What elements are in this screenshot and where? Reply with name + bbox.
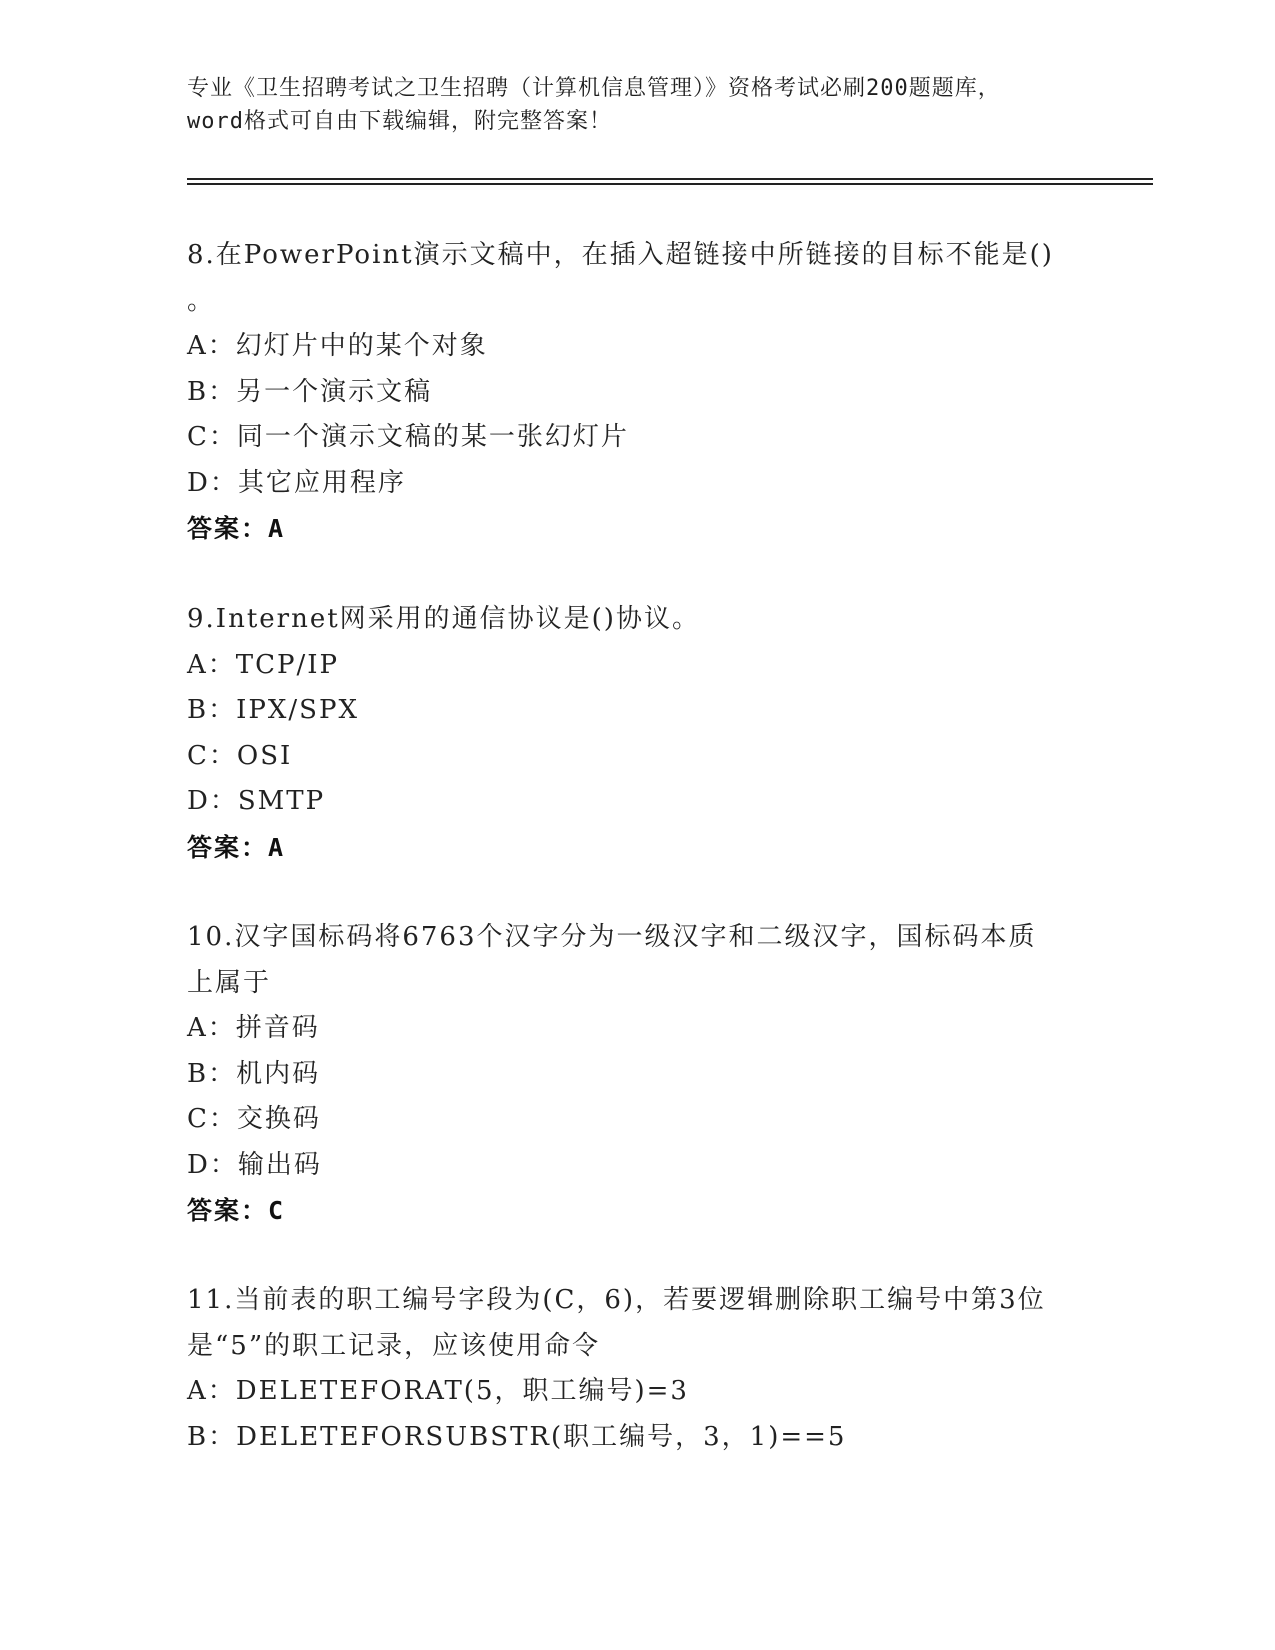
option-c: C：同一个演示文稿的某一张幻灯片 <box>187 422 629 452</box>
answer-line: 答案：A <box>187 832 286 862</box>
question-10 <box>187 915 1087 1234</box>
answer-line: 答案：C <box>187 1196 286 1225</box>
question-stem: 11.当前表的职工编号字段为(C，6)，若要逻辑删除职工编号中第3位 <box>187 1285 1046 1315</box>
question-8 <box>187 233 1087 552</box>
question-stem-continued: 。 <box>187 285 216 316</box>
answer-line: 答案：A <box>187 514 286 543</box>
question-9 <box>187 597 1087 870</box>
option-d: D：输出码 <box>187 1149 322 1180</box>
option-a: A：幻灯片中的某个对象 <box>187 331 488 361</box>
option-a: A：TCP/IP <box>187 649 340 680</box>
option-c: C：OSI <box>187 740 293 771</box>
option-a: A：拼音码 <box>187 1013 320 1043</box>
header-divider-top <box>187 178 1153 180</box>
header-divider-bottom <box>187 183 1153 185</box>
question-stem-continued: 上属于 <box>187 967 272 998</box>
option-b: B：IPX/SPX <box>187 695 359 725</box>
option-b: B：DELETEFORSUBSTR(职工编号，3，1)==5 <box>187 1421 847 1452</box>
option-d: D：SMTP <box>187 786 326 816</box>
document-header <box>187 72 1087 138</box>
question-stem: 8.在PowerPoint演示文稿中，在插入超链接中所链接的目标不能是() <box>187 240 1054 270</box>
option-b: B：机内码 <box>187 1058 321 1089</box>
option-c: C：交换码 <box>187 1104 321 1134</box>
question-stem: 10.汉字国标码将6763个汉字分为一级汉字和二级汉字，国标码本质 <box>187 922 1037 952</box>
option-a: A：DELETEFORAT(5，职工编号)=3 <box>187 1376 689 1406</box>
question-11 <box>187 1278 1087 1460</box>
option-b: B：另一个演示文稿 <box>187 376 433 407</box>
question-stem-continued: 是“5”的职工记录，应该使用命令 <box>187 1330 601 1361</box>
question-stem: 9.Internet网采用的通信协议是()协议。 <box>187 604 700 634</box>
header-line-2: word格式可自由下载编辑，附完整答案！ <box>187 109 612 134</box>
option-d: D：其它应用程序 <box>187 467 406 498</box>
header-line-1: 专业《卫生招聘考试之卫生招聘（计算机信息管理）》资格考试必刷200题题库， <box>187 76 1001 101</box>
